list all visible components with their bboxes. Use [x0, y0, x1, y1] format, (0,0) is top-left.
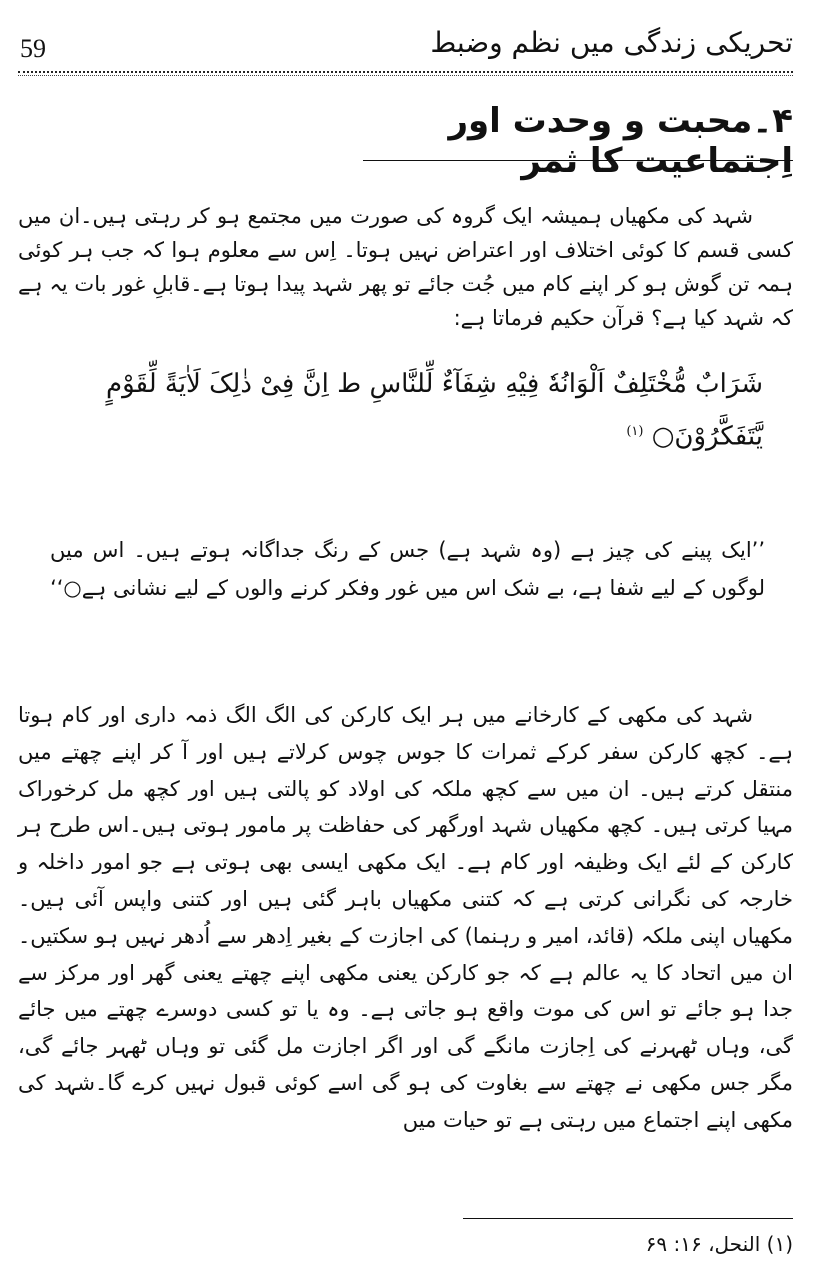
- quran-verse: [45, 360, 763, 461]
- footnote-marker: (۱): [626, 424, 644, 439]
- footnote: (۱) النحل، ۱۶: ۶۹: [645, 1232, 793, 1256]
- header-divider-secondary: [18, 75, 793, 76]
- header-divider: [18, 71, 793, 73]
- footnote-divider: [463, 1218, 793, 1219]
- paragraph-bees: شہد کی مکھی کے کارخانے میں ہر ایک کارکن کی الگ الگ ذمہ داری اور کام ہوتا ہے۔ کچھ کارکن سفر کرکے ثمرات کا جوس چوس کرلاتے ہیں اور آ کر اپنے چھتے میں منتقل کرتے ہیں۔ ان میں سے کچھ ملکہ کی اولاد کو پالتی ہیں اور کچھ مل کرخوراک مہیا کرتی ہیں۔ کچھ مکھیاں شہد اورگھر کی حفاظت پر مامور ہوتی ہیں۔اس طرح ہر کارکن کے لئے ایک وظیفہ اور کام ہے۔ ایک مکھی ایسی بھی ہوتی ہے جو امور داخلہ و خارجہ کی نگرانی کرتی ہے کہ کتنی مکھیاں باہر گئی ہیں اور کتنی واپس آئی ہیں۔مکھیاں اپنی ملکہ (قائد، امیر و رہنما) کی اجازت کے بغیر اِدھر سے اُدھر نہیں ہو سکتیں۔ ان میں اتحاد کا یہ عالم ہے کہ جو کارکن یعنی مکھی اپنے چھتے یعنی گھر اور مرکز سے جدا ہو جائے تو اس کی موت واقع ہو جاتی ہے۔ وہ یا تو کسی دوسرے چھتے میں جائے گی، وہاں ٹھہرنے کی اِجازت مانگے گی اور اگر اجازت مل گئی تو وہاں ٹھہر جائے گی، مگر جس مکھی نے چھتے سے بغاوت کی ہو گی اسے کوئی قبول نہیں کرے گا۔شہد کی مکھی اپنے اجتماع میں رہتی ہے تو حیات میں: [18, 703, 793, 1132]
- paragraph-intro: شہد کی مکھیاں ہمیشہ ایک گروہ کی صورت میں مجتمع ہو کر رہتی ہیں۔ان میں کسی قسم کا کوئی اختلاف اور اعتراض نہیں ہوتا۔ اِس سے معلوم ہوا کہ جب ہر کوئی ہمہ تن گوش ہو کر اپنے کام میں جُت جائے تو پھر شہد پیدا ہوتا ہے۔قابلِ غور بات یہ ہے کہ شہد کیا ہے؟ قرآن حکیم فرماتا ہے:: [18, 204, 793, 330]
- verse-text: شَرَابٌ مُّخْتَلِفٌ اَلْوَانُهٗ فِيْهِ شِفَآءٌ لِّلنَّاسِ ط اِنَّ فِیْ ذٰلِکَ لَاٰیَةً لِّقَوْمٍ يَّتَفَكَّرُوْنَ○: [106, 369, 763, 452]
- running-title: تحریکی زندگی میں نظم وضبط: [430, 26, 793, 59]
- section-heading: ۴۔محبت و وحدت اور اِجتماعیت کا ثمر: [448, 101, 793, 181]
- heading-underline: [363, 160, 793, 161]
- verse-translation: ’’ایک پینے کی چیز ہے (وہ شہد ہے) جس کے رنگ جداگانہ ہوتے ہیں۔ اس میں لوگوں کے لیے شفا ہے، بے شک اس میں غور وفکر کرنے والوں کے لیے نشانی ہے○‘‘: [50, 538, 765, 600]
- page-number: 59: [20, 34, 46, 63]
- running-head: [18, 20, 793, 70]
